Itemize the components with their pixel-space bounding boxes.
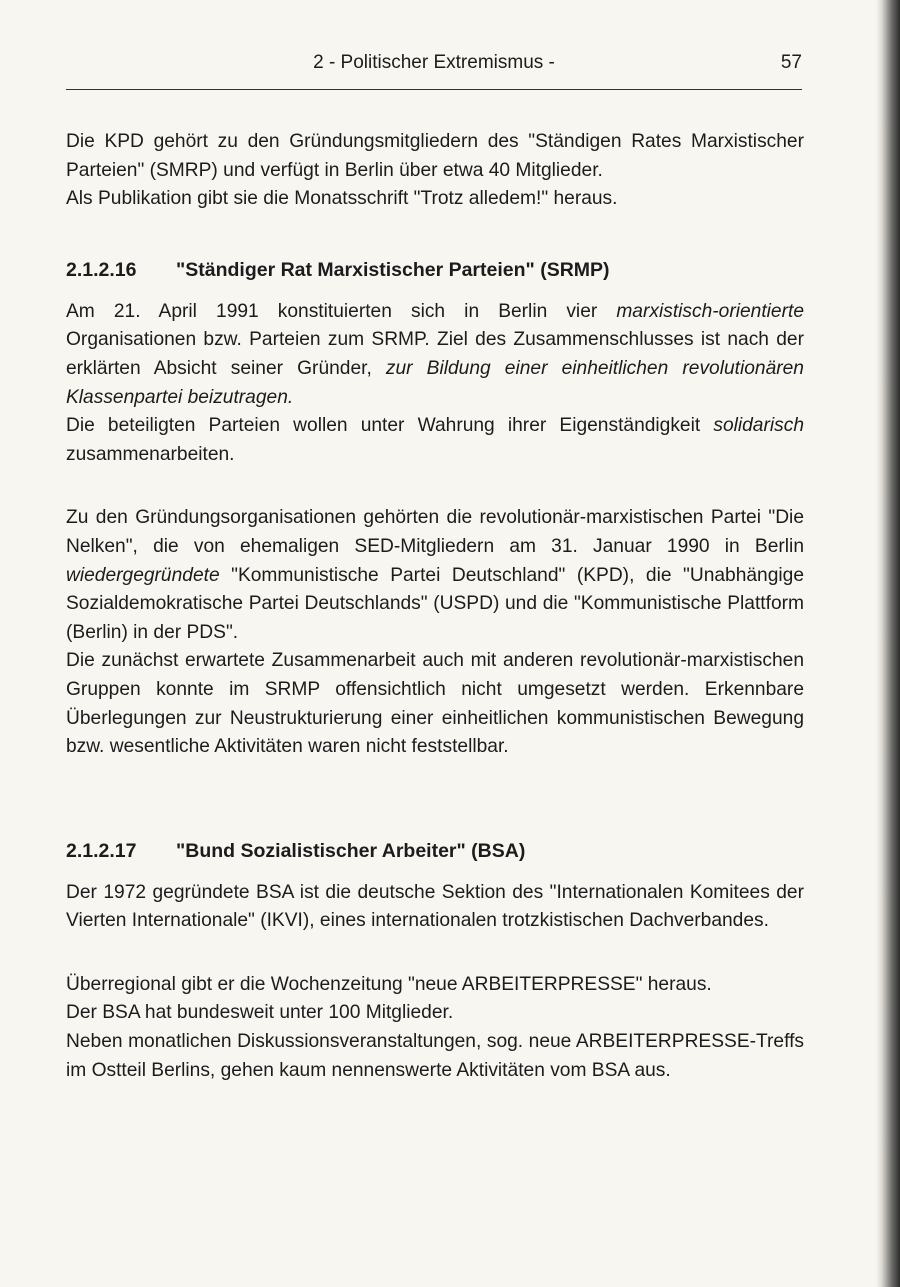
book-binding-edge — [882, 0, 900, 1287]
srmp-paragraph-3: Zu den Gründungsorganisationen gehörten die revolutionär-marxistischen Partei "Die Nelken", die von ehemaligen SED-Mitgliedern am 31. Januar 1990 in Berlin wiedergegründete "Kommunistische Partei Deutschland" (KPD), die "Unabhängige Sozialdemokratische Partei Deutschlands" (USPD) und die "Kommunistische Plattform (Berlin) in der PDS". — [66, 507, 804, 643]
header-rule — [66, 89, 802, 90]
body-text — [66, 128, 804, 1085]
section-heading-bsa — [66, 837, 804, 865]
bsa-paragraph-4: Neben monatlichen Diskussionsveranstaltungen, sog. neue ARBEITERPRESSE-Treffs im Ostteil Berlins, gehen kaum nennenswerte Aktivitäten vom BSA aus. — [66, 1031, 804, 1081]
srmp-paragraph-1: Am 21. April 1991 konstituierten sich in Berlin vier marxistisch-orientierte Organisationen bzw. Parteien zum SRMP. Ziel des Zusammenschlusses ist nach der erklärten Absicht seiner Gründer, zur Bildung einer einheitlichen revolutionären Klassenpartei beizutragen. — [66, 300, 804, 408]
srmp-paragraph-4: Die zunächst erwartete Zusammenarbeit auch mit anderen revolutionär-marxistischen Gruppen konnte im SRMP offensichtlich nicht umgesetzt werden. Erkennbare Überlegungen zur Neustrukturierung einer einheitlichen kommunistischen Bewegung bzw. wesentliche Aktivitäten waren nicht feststellbar. — [66, 650, 804, 758]
intro-paragraph-1: Die KPD gehört zu den Gründungsmitgliedern des "Ständigen Rates Marxistischer Parteien" (SMRP) und verfügt in Berlin über etwa 40 Mitglieder. — [66, 131, 804, 181]
section-title: "Bund Sozialistischer Arbeiter" (BSA) — [176, 839, 526, 862]
intro-paragraph-2: Als Publikation gibt sie die Monatsschrift "Trotz alledem!" heraus. — [66, 188, 618, 210]
bsa-paragraph-3: Der BSA hat bundesweit unter 100 Mitglieder. — [66, 1002, 454, 1024]
srmp-paragraph-2: Die beteiligten Parteien wollen unter Wahrung ihrer Eigenständigkeit solidarisch zusammenarbeiten. — [66, 415, 804, 465]
page-number: 57 — [780, 52, 802, 73]
bsa-paragraph-2: Überregional gibt er die Wochenzeitung "neue ARBEITERPRESSE" heraus. — [66, 973, 712, 995]
page-header — [66, 50, 802, 80]
section-title: "Ständiger Rat Marxistischer Parteien" (SRMP) — [176, 258, 610, 281]
section-heading-srmp — [66, 256, 804, 284]
running-head: 2 - Politischer Extremismus - — [313, 52, 555, 73]
section-number: 2.1.2.16 — [66, 258, 137, 281]
bsa-paragraph-1: Der 1972 gegründete BSA ist die deutsche Sektion des "Internationalen Komitees der Vierten Internationale" (IKVI), eines internationalen trotzkistischen Dachverbandes. — [66, 881, 804, 932]
section-number: 2.1.2.17 — [66, 839, 137, 862]
